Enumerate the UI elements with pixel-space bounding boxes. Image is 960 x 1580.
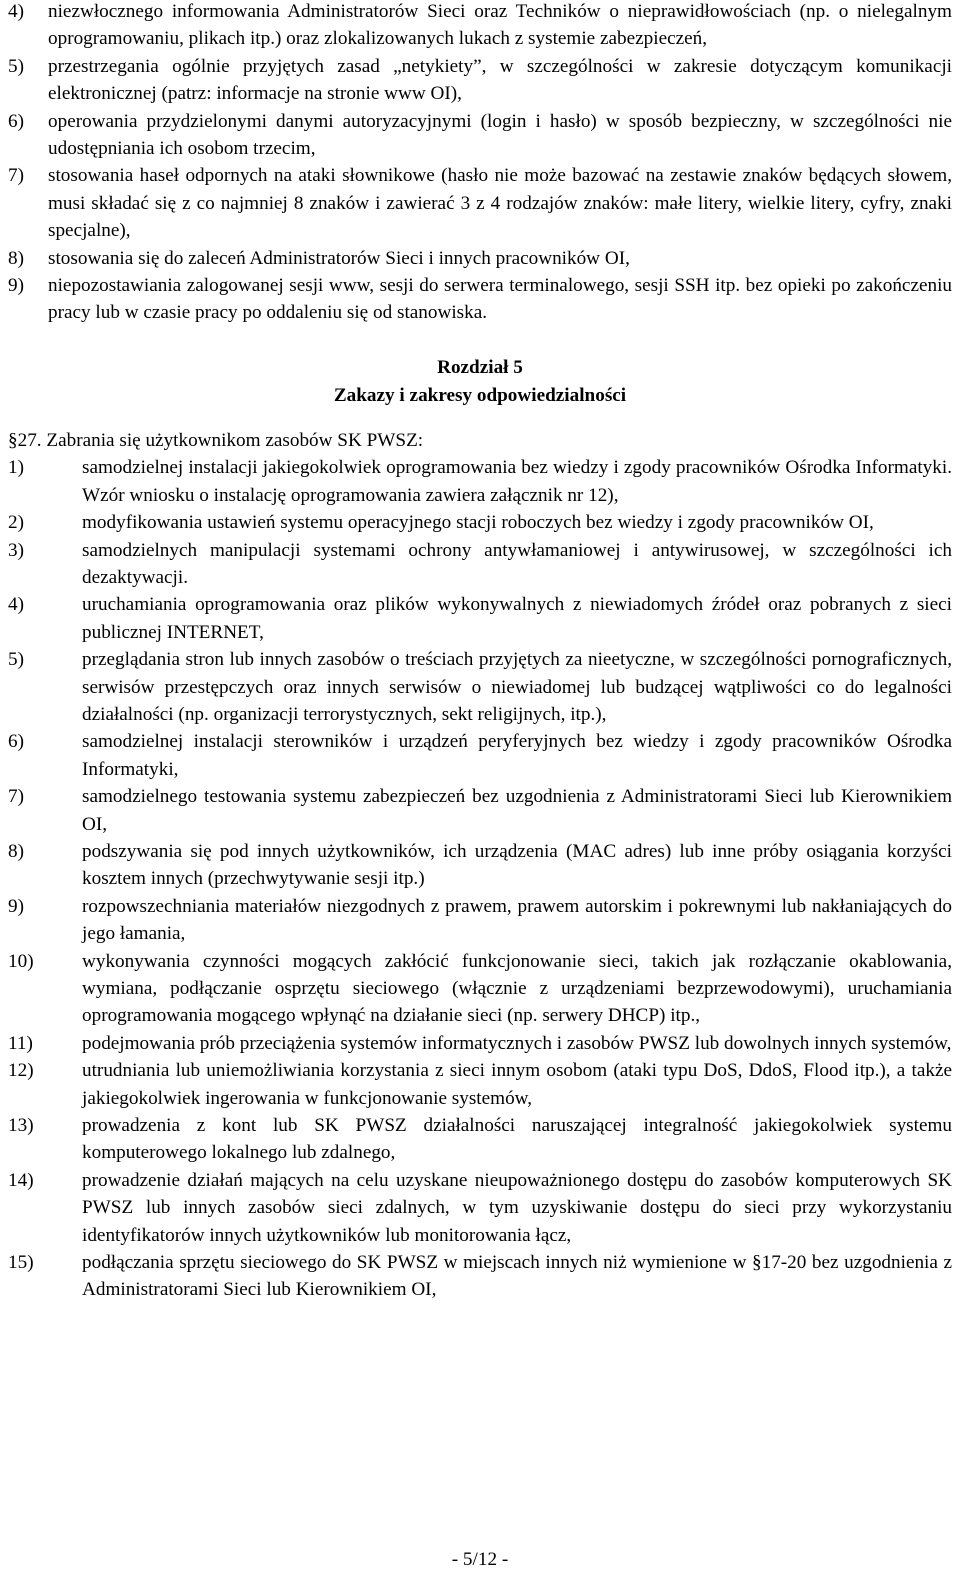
- chapter-number: Rozdział 5: [437, 356, 523, 378]
- item-number: 6): [8, 110, 24, 132]
- chapter-heading: [8, 354, 952, 410]
- prohibitions-list: [8, 454, 952, 1304]
- list-item: [8, 162, 952, 244]
- item-text: utrudniania lub uniemożliwiania korzystania z sieci innym osobom (ataki typu DoS, DdoS, Flood itp.), a także jakiegokolwiek ingerowania w funkcjonowanie systemów,: [82, 1060, 952, 1109]
- item-text: podszywania się pod innych użytkowników, ich urządzenia (MAC adres) lub inne próby osiągania korzyści kosztem innych (przechwytywanie sesji itp.): [82, 840, 952, 890]
- list-item: [8, 454, 952, 509]
- item-text: samodzielnych manipulacji systemami ochrony antywłamaniowej i antywirusowej, w szczególności ich dezaktywacji.: [82, 539, 952, 588]
- item-text: stosowania się do zaleceń Administratorów Sieci i innych pracowników OI,: [48, 247, 630, 269]
- item-text: stosowania haseł odpornych na ataki słownikowe (hasło nie może bazować na zestawie znaków będących słowem, musi składać się z co najmniej 8 znaków i zawierać 3 z 4 rodzajów znaków: małe litery, wielkie litery, cyfry, znaki specjalne),: [48, 165, 952, 242]
- item-text: samodzielnego testowania systemu zabezpieczeń bez uzgodnienia z Administratorami Sieci lub Kierownikiem OI,: [82, 786, 952, 835]
- list-item: [8, 728, 952, 783]
- item-number: 4): [8, 1, 24, 22]
- list-item: [8, 591, 952, 646]
- list-item: [8, 646, 952, 728]
- item-number: 3): [8, 539, 24, 561]
- item-text: uruchamiania oprogramowania oraz plików wykonywalnych z niewiadomych źródeł oraz pobranych z sieci publicznej INTERNET,: [82, 594, 952, 643]
- item-number: 9): [8, 895, 24, 917]
- item-number: 15): [8, 1252, 34, 1274]
- item-number: 5): [8, 649, 24, 671]
- item-number: 13): [8, 1115, 34, 1137]
- item-text: operowania przydzielonymi danymi autoryzacyjnymi (login i hasło) w sposób bezpieczny, w szczególności nie udostępniania ich osobom trzecim,: [48, 110, 952, 160]
- item-text: podłączania sprzętu sieciowego do SK PWSZ w miejscach innych niż wymienione w §17-20 bez uzgodnienia z Administratorami Sieci lub Kierownikiem OI,: [82, 1252, 952, 1301]
- item-number: 6): [8, 731, 24, 753]
- item-number: 2): [8, 512, 24, 534]
- page-number: - 5/12 -: [451, 1549, 509, 1570]
- list-item: [8, 838, 952, 893]
- item-number: 8): [8, 247, 24, 269]
- list-item: [8, 272, 952, 327]
- item-number: 11): [8, 1032, 33, 1054]
- item-text: prowadzenia z kont lub SK PWSZ działalności naruszającej integralność jakiegokolwiek systemu komputerowego lokalnego lub zdalnego,: [82, 1115, 952, 1164]
- item-text: modyfikowania ustawień systemu operacyjnego stacji roboczych bez wiedzy i zgody pracowników OI,: [82, 512, 874, 534]
- item-text: prowadzenie działań mających na celu uzyskane nieupoważnionego dostępu do zasobów komputerowych SK PWSZ lub innych zasobów sieci zdalnych, w tym uzyskiwanie dostępu do sieci przy wykorzystaniu identyfikatorów innych użytkowników lub monitorowania łącz,: [82, 1169, 952, 1246]
- item-text: przeglądania stron lub innych zasobów o treściach przyjętych za nieetyczne, w szczególności pornograficznych, serwisów przestępczych oraz innych serwisów o niewiadomej lub budzącej wątpliwości co do legalności działalności (np. organizacji terrorystycznych, sekt religijnych, itp.),: [82, 649, 952, 725]
- list-item: [8, 53, 952, 108]
- list-item: [8, 245, 952, 272]
- list-item: [8, 1249, 952, 1304]
- paragraph-27-heading: §27. Zabrania się użytkownikom zasobów SK PWSZ:: [8, 429, 424, 451]
- list-item: [8, 1030, 952, 1057]
- item-text: rozpowszechniania materiałów niezgodnych z prawem, prawem autorskim i pokrewnymi lub nakłaniających do jego łamania,: [82, 895, 952, 945]
- list-item: [8, 108, 952, 163]
- list-item: [8, 1057, 952, 1112]
- item-number: 10): [8, 950, 34, 972]
- item-text: samodzielnej instalacji jakiegokolwiek oprogramowania bez wiedzy i zgody pracowników Ośrodka Informatyki. Wzór wniosku o instalację oprogramowania zawiera załącznik nr 12),: [82, 457, 952, 506]
- item-number: 12): [8, 1060, 34, 1082]
- item-text: podejmowania prób przeciążenia systemów informatycznych i zasobów PWSZ lub dowolnych innych systemów,: [82, 1032, 952, 1054]
- document-page: [8, 0, 952, 1304]
- item-number: 5): [8, 55, 24, 77]
- item-text: przestrzegania ogólnie przyjętych zasad „netykiety”, w szczególności w zakresie dotyczącym komunikacji elektronicznej (patrz: informacje na stronie www OI),: [48, 55, 952, 105]
- item-number: 9): [8, 275, 24, 297]
- list-item: [8, 0, 952, 53]
- item-text: niepozostawiania zalogowanej sesji www, sesji do serwera terminalowego, sesji SSH itp. bez opieki po zakończeniu pracy lub w czasie pracy po oddaleniu się od stanowiska.: [48, 275, 952, 324]
- obligations-list: [8, 0, 952, 327]
- item-number: 7): [8, 165, 24, 187]
- item-text: samodzielnej instalacji sterowników i urządzeń peryferyjnych bez wiedzy i zgody pracowników Ośrodka Informatyki,: [82, 731, 952, 780]
- list-item: [8, 509, 952, 536]
- list-item: [8, 783, 952, 838]
- item-number: 4): [8, 594, 24, 616]
- list-item: [8, 893, 952, 948]
- list-item: [8, 948, 952, 1030]
- list-item: [8, 537, 952, 592]
- item-number: 8): [8, 840, 24, 862]
- chapter-title: Zakazy i zakresy odpowiedzialności: [333, 384, 627, 406]
- item-number: 14): [8, 1169, 34, 1191]
- item-text: wykonywania czynności mogących zakłócić funkcjonowanie sieci, takich jak rozłączanie okablowania, wymiana, podłączanie osprzętu sieciowego (włącznie z urządzeniami bezprzewodowymi), uruchamiania oprogramowania mogącego wpłynąć na działanie sieci (np. serwery DHCP) itp.,: [82, 950, 952, 1027]
- item-number: 7): [8, 786, 24, 808]
- list-item: [8, 1112, 952, 1167]
- item-number: 1): [8, 457, 24, 479]
- list-item: [8, 1167, 952, 1249]
- item-text: niezwłocznego informowania Administratorów Sieci oraz Techników o nieprawidłowościach (np. o nielegalnym oprogramowaniu, plikach itp.) oraz zlokalizowanych lukach z systemie zabezpieczeń,: [48, 1, 952, 50]
